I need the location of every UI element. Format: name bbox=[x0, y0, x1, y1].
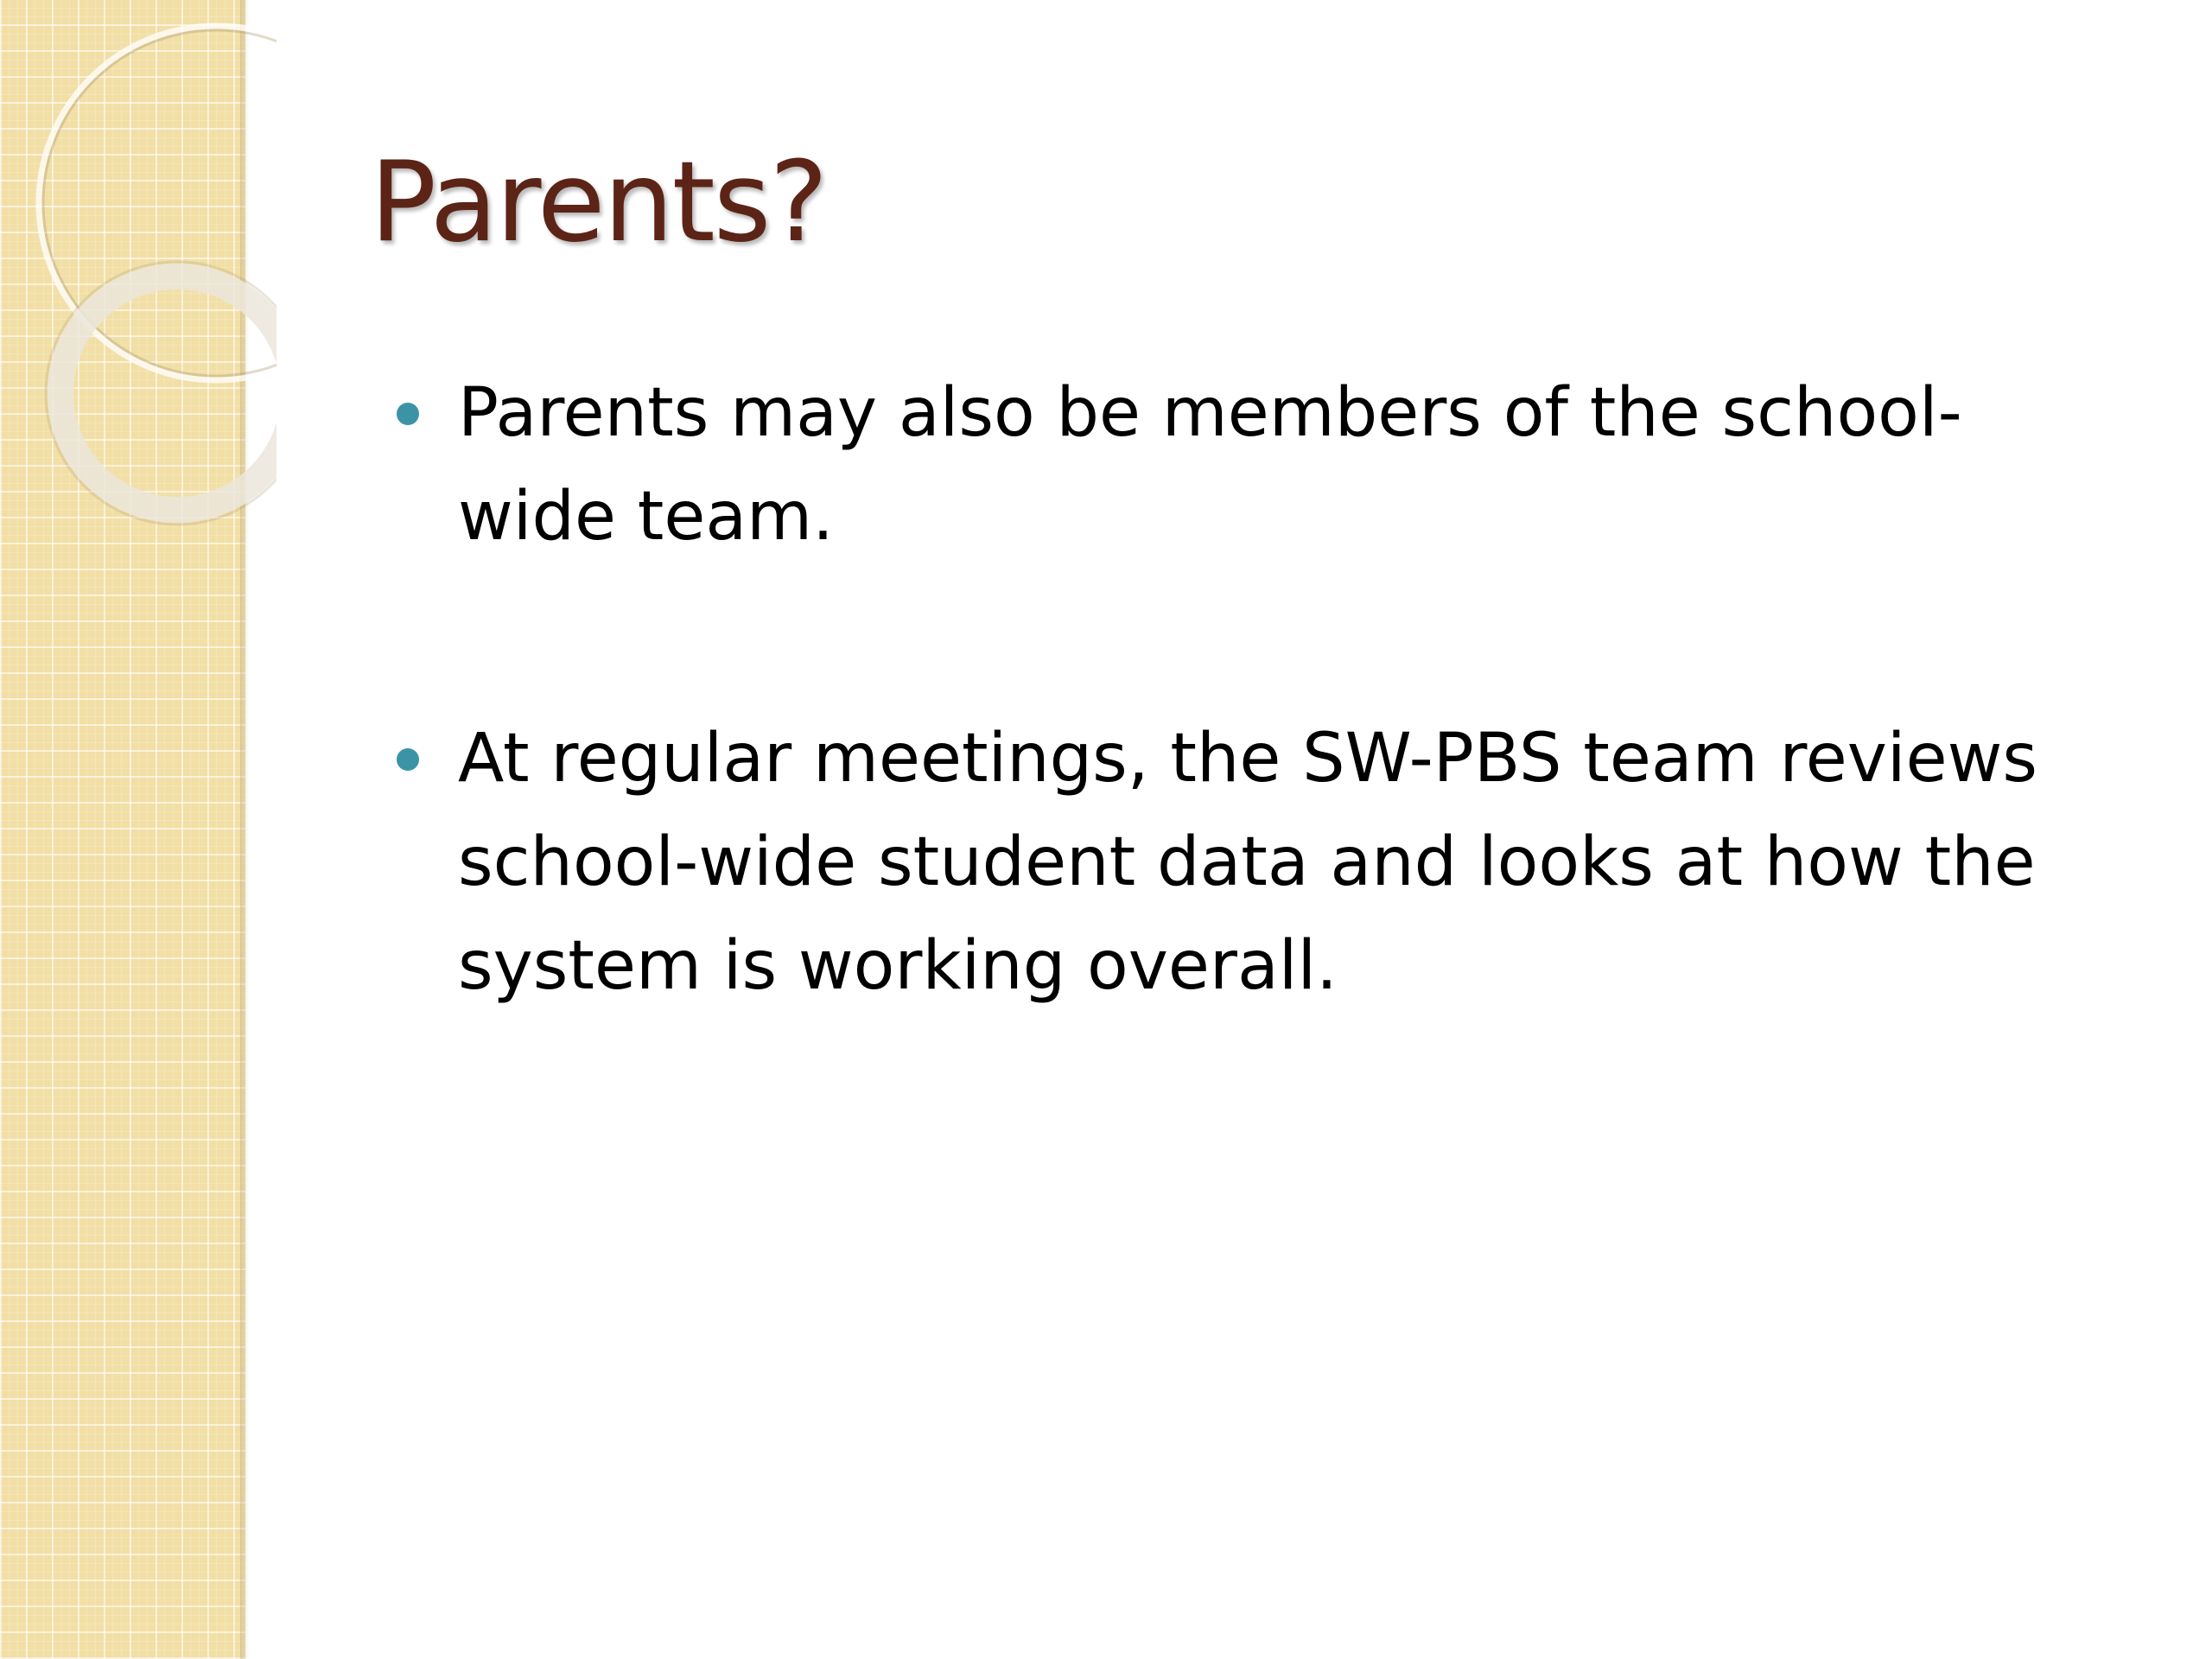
bullet-text-line: Parents may also be members of the school- bbox=[458, 374, 1962, 452]
decorative-rings bbox=[0, 0, 276, 553]
bullet-text-line: school-wide student data and looks at how the bbox=[458, 823, 2036, 901]
small-ring bbox=[60, 276, 276, 510]
bullet-text-line: At regular meetings, the SW-PBS team reviews bbox=[458, 720, 2038, 798]
bullet-text-line: wide team. bbox=[458, 478, 834, 556]
bullet-item-team-members bbox=[393, 361, 2121, 569]
slide-title: Parents? bbox=[370, 138, 827, 267]
bullet-list bbox=[393, 361, 2121, 1156]
bullet-dot-icon bbox=[397, 748, 419, 771]
bullet-dot-icon bbox=[397, 403, 419, 425]
bullet-text-line: system is working overall. bbox=[458, 927, 1338, 1005]
bullet-item-regular-meetings bbox=[393, 707, 2121, 1018]
